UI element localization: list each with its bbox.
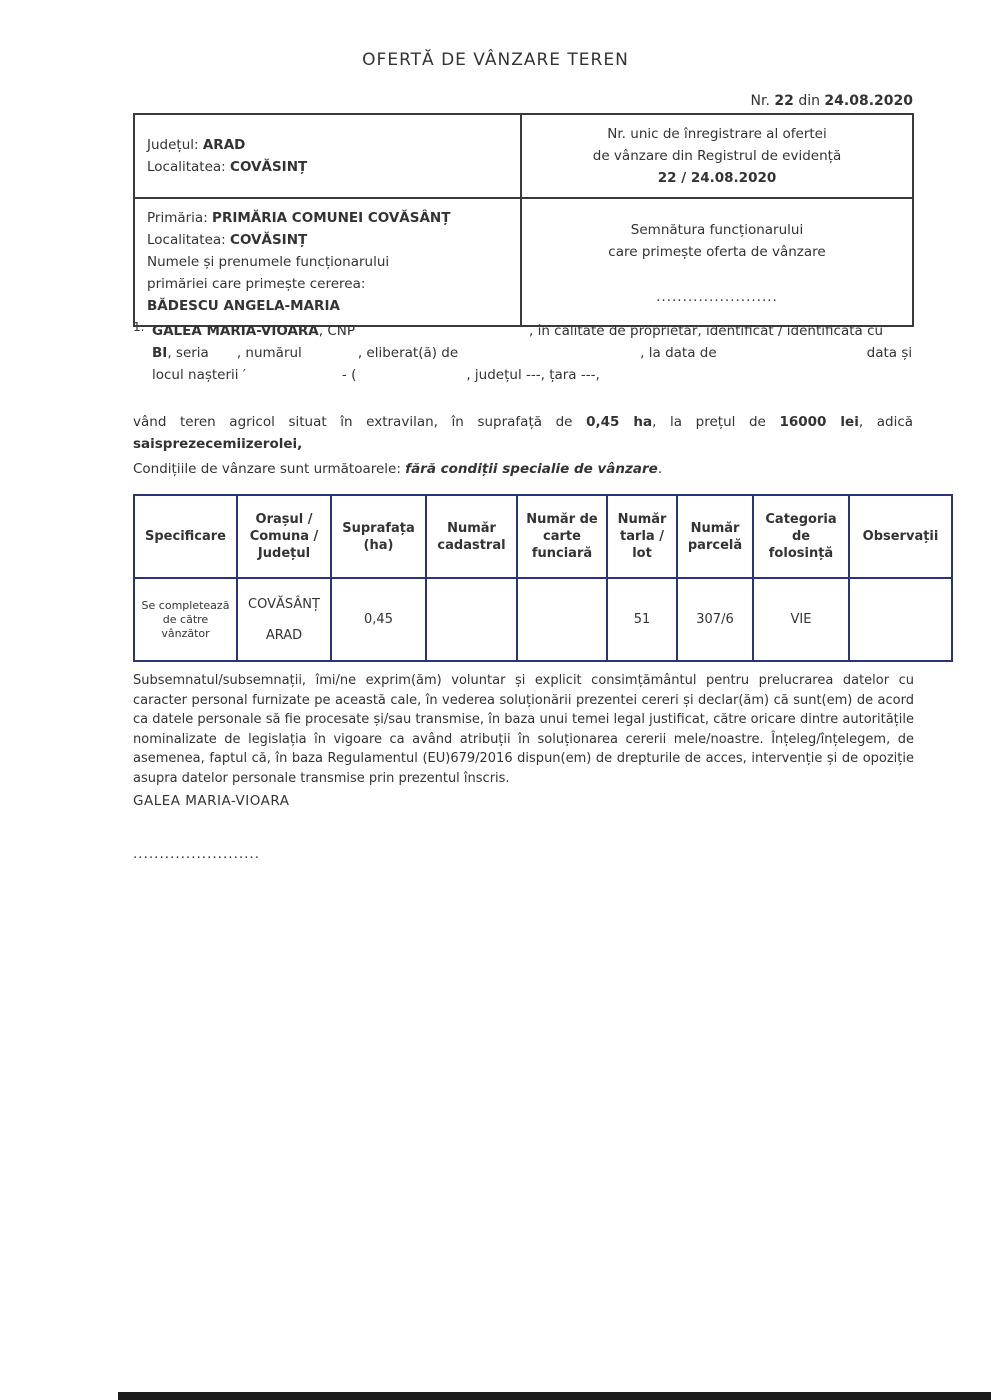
declaration-line1: [152, 320, 913, 342]
judet-tara-label: , județul ---, țara ---,: [466, 367, 600, 383]
header-observatii: Observații: [849, 495, 952, 578]
conditions-paragraph: [133, 461, 953, 477]
reg-date: 24.08.2020: [824, 93, 913, 109]
seria-label: , seria: [167, 345, 209, 361]
cell-primaria-functionar: [134, 198, 521, 326]
cell-registry-number: [521, 114, 913, 198]
footer-signature-dots: ........................: [133, 846, 260, 862]
land-parcel-table: [133, 494, 953, 662]
data-si-label: data și: [866, 345, 913, 361]
judet-label: Județul:: [147, 137, 199, 153]
cell-numar-carte-funciara: [517, 578, 607, 661]
conditions-label: Condițiile de vânzare sunt următoarele:: [133, 461, 406, 477]
la-data-label: , la data de: [640, 345, 717, 361]
conditions-period: .: [657, 461, 663, 477]
cell-observatii: [849, 578, 952, 661]
localitate2-value: COVĂSINȚ: [230, 232, 308, 248]
sale-paragraph: [133, 411, 913, 455]
registration-header-table: [133, 113, 914, 327]
semnatura-line1: Semnătura funcționarului: [630, 222, 804, 238]
header-numar-tarla: Număr tarla / lot: [607, 495, 677, 578]
header-numar-cadastral: Număr cadastral: [426, 495, 517, 578]
localitate2-label: Localitatea:: [147, 232, 226, 248]
cell-categoria: VIE: [753, 578, 849, 661]
reg-number: 22: [774, 93, 794, 109]
cell-oras-judet: [237, 578, 331, 661]
semnatura-dots: .......................: [656, 289, 778, 305]
registry-line2: de vânzare din Registrul de evidență: [592, 148, 842, 164]
registry-line1: Nr. unic de înregistrare al ofertei: [607, 126, 827, 142]
header-suprafata: Suprafața (ha): [331, 495, 426, 578]
header-numar-carte-funciara: Număr de carte funciară: [517, 495, 607, 578]
sale-area: 0,45 ha: [586, 414, 653, 430]
sale-price: 16000 lei: [779, 414, 859, 430]
page-title: OFERTĂ DE VÂNZARE TEREN: [362, 50, 629, 70]
land-table-data-row: [134, 578, 952, 661]
next-page-content-edge: [118, 1392, 991, 1400]
cell-numar-tarla: 51: [607, 578, 677, 661]
functionar-name: BĂDESCU ANGELA-MARIA: [147, 298, 340, 314]
primaria-value: PRIMĂRIA COMUNEI COVĂSÂNȚ: [212, 210, 451, 226]
cell-specificare: Se completează de către vânzător: [134, 578, 237, 661]
functionar-line1: Numele și prenumele funcționarului: [147, 254, 390, 270]
sale-text3: , adică: [858, 414, 914, 430]
localitate-label: Localitatea:: [147, 159, 226, 175]
sale-line2: [133, 433, 913, 455]
registration-number-line: [133, 93, 913, 109]
reg-din: din: [798, 93, 820, 109]
cell-numar-parcela: 307/6: [677, 578, 753, 661]
cell-judet-localitate: [134, 114, 521, 198]
functionar-line2: primăriei care primește cererea:: [147, 276, 366, 292]
registry-number-date: 22 / 24.08.2020: [657, 170, 777, 186]
sale-price-words: saisprezecemiizerolei,: [133, 436, 303, 452]
footer-seller-name: GALEA MARIA-VIOARA: [133, 793, 290, 809]
cell-numar-cadastral: [426, 578, 517, 661]
judet-value: ARAD: [202, 137, 246, 153]
reg-prefix: Nr.: [750, 93, 770, 109]
localitate-value: COVĂSINȚ: [230, 159, 308, 175]
sale-text1: vând teren agricol situat în extravilan, în suprafață de: [133, 414, 587, 430]
primaria-label: Primăria:: [147, 210, 208, 226]
locul-dash: - (: [341, 367, 357, 383]
header-categoria-folosinta: Categoria de folosință: [753, 495, 849, 578]
eliberat-label: , eliberat(ă) de: [357, 345, 459, 361]
land-table-header-row: [134, 495, 952, 578]
header-specificare: Specificare: [134, 495, 237, 578]
gdpr-consent-paragraph: Subsemnatul/subsemnații, îmi/ne exprim(ăm) voluntar și explicit consimțământul pentru prelucrarea datelor cu caracter personal furnizate pe această cale, în vederea soluționării prezentei cereri și declar(ăm) că sunt(em) de acord ca datele personale să fie procesate și/sau transmise, în baza unui temei legal justificat, către oricare dintre autoritățile nominalizate de legislația în vigoare ca având atribuții în soluționarea cererii mele/noastre. Înțeleg/înțelegem, de asemenea, faptul că, în baza Regulamentul (EU)679/2016 dispun(em) de drepturile de acces, intervenție și de opoziție asupra datelor personale transmise prin prezentul înscris.: [133, 673, 914, 786]
sale-text2: , la prețul de: [652, 414, 780, 430]
item-number: 1.: [133, 320, 145, 334]
cell-judet: ARAD: [265, 627, 303, 643]
semnatura-line2: care primește oferta de vânzare: [608, 244, 826, 260]
cell-semnatura-functionar: [521, 198, 913, 326]
locul-nasterii-label: locul nașterii ′: [152, 367, 246, 383]
declaration-line3: [152, 364, 913, 386]
sale-line1: [133, 411, 913, 433]
numarul-label: , numărul: [236, 345, 302, 361]
id-type: BI: [152, 345, 168, 361]
declaration-line1-rest: , în calitate de proprietar, identificat / identificată cu: [529, 323, 884, 339]
seller-name: GALEA MARIA-VIOARA: [152, 323, 319, 339]
cell-oras: COVĂSÂNȚ: [248, 596, 320, 612]
conditions-value: fără condiții specialie de vânzare: [405, 461, 658, 477]
cell-suprafata: 0,45: [331, 578, 426, 661]
cnp-label: , CNP: [318, 323, 355, 339]
header-numar-parcela: Număr parcelă: [677, 495, 753, 578]
header-oras-comuna-judet: Orașul / Comuna / Județul: [237, 495, 331, 578]
seller-declaration: [133, 320, 913, 386]
declaration-line2: [152, 342, 913, 364]
